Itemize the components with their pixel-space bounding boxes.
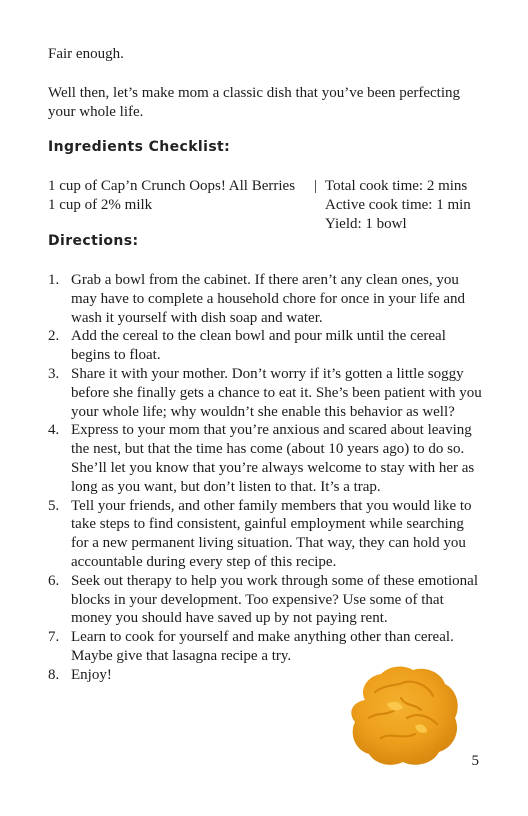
step-number: 1.: [48, 272, 60, 288]
step-number: 5.: [48, 497, 60, 514]
step-number: 6.: [48, 572, 60, 589]
step-number: 2.: [48, 328, 60, 345]
step-number: 8.: [48, 666, 60, 683]
ingredient-list: [48, 177, 295, 215]
ingredient-item: 1 cup of Cap’n Crunch Oops! All Berries: [48, 178, 296, 194]
active-cook-time: Active cook time: 1 min: [325, 197, 471, 213]
step-number: 3.: [48, 365, 60, 382]
step-number: 7.: [48, 629, 60, 646]
page-number: 5: [471, 753, 479, 769]
cook-times: [325, 177, 471, 234]
directions-heading: Directions:: [48, 233, 139, 249]
yield: Yield: 1 bowl: [325, 216, 407, 232]
direction-step: [48, 271, 482, 327]
direction-step: [48, 572, 482, 628]
step-text: Add the cereal to the clean bowl and pour milk until the cereal begins to float.: [71, 328, 446, 364]
step-text: Seek out therapy to help you work through some of these emotional blocks in your development. Too expensive? Use some of that money you should have saved up by not paying rent.: [71, 572, 478, 627]
direction-step: [48, 421, 482, 496]
direction-step: [48, 327, 482, 365]
step-text: Enjoy!: [71, 666, 112, 683]
intro-line-1: Fair enough.: [48, 46, 124, 62]
intro-line-2: Well then, let’s make mom a classic dish that you’ve been perfecting your whole life.: [48, 85, 460, 120]
step-text: Grab a bowl from the cabinet. If there aren’t any clean ones, you may have to complete a household chore for once in your life and wash it yourself with dish soap and water.: [71, 272, 466, 326]
direction-step: [48, 497, 482, 572]
step-text: Express to your mom that you’re anxious and scared about leaving the nest, but that the time has come (about 10 years ago) to do so. She’ll let you know that you’re always welcome to stay with her as long as you want, but don’t listen to that. It’s a trap.: [71, 422, 475, 495]
ingredients-heading: Ingredients Checklist:: [48, 139, 231, 155]
total-cook-time: Total cook time: 2 mins: [325, 178, 468, 194]
step-text: Tell your friends, and other family members that you would like to take steps to find consistent, gainful employment while searching for a new permanent living situation. That way, they can hold you accountable during every step of this recipe.: [71, 497, 472, 570]
directions-list: [48, 271, 482, 685]
step-text: Learn to cook for yourself and make anything other than cereal. Maybe give that lasagna recipe a try.: [71, 629, 454, 664]
direction-step: [48, 628, 482, 666]
step-text: Share it with your mother. Don’t worry if it’s gotten a little soggy before she finally gets a chance to eat it. She’s been patient with you your whole life; why wouldn’t she enable this behavior as well?: [71, 365, 482, 420]
direction-step: [48, 365, 482, 421]
ingredient-item: 1 cup of 2% milk: [48, 197, 153, 213]
cereal-piece-illustration: [345, 662, 463, 770]
step-number: 4.: [48, 422, 60, 439]
ingredient-separator: |: [314, 178, 318, 194]
